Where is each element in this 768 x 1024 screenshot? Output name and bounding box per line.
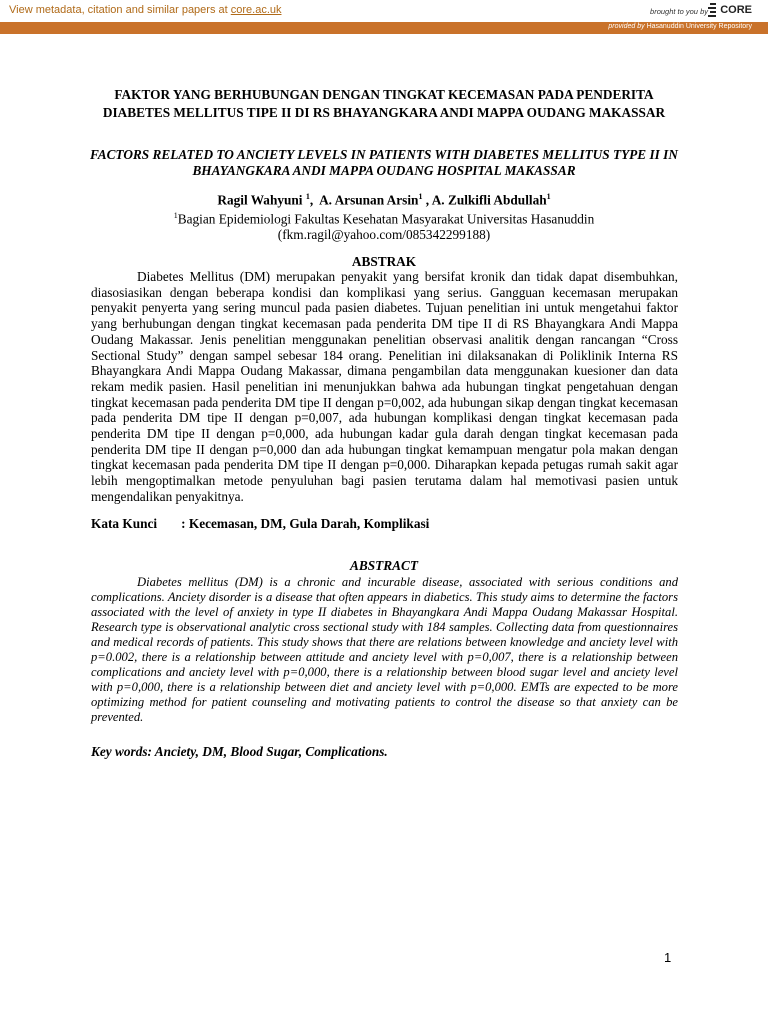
core-logo[interactable] bbox=[708, 3, 752, 17]
abstract-heading: ABSTRACT bbox=[350, 558, 418, 573]
core-link[interactable]: core.ac.uk bbox=[230, 4, 282, 16]
abstrak-text: Diabetes Mellitus (DM) merupakan penyakit yang bersifat kronik dan tidak dapat disembuhkan, diasosiasikan dengan beberapa kondisi dan komplikasi yang serius. Gangguan kecemasan merupakan penyakit penyerta yang sering muncul pada pasien diabetes. Tujuan penelitian ini untuk mengetahui faktor yang berhubungan dengan tingkat kecemasan pada penderita DM tipe II di RS Bhayangkara Andi Mappa Oudang Makassar. Jenis penelitian menggunakan penelitian observasi analitik dengan rancangan “Cross Sectional Study” dengan sampel sebesar 184 orang. Penelitian ini dilaksanakan di Poliklinik Interna RS Bhayangkara Andi Mappa Oudang Makassar, dimana pengambilan data menggunakan kuesioner dan data rekam medik pasien. Hasil penelitian ini menunjukkan bahwa ada hubungan tingkat pengetahuan dengan tingkat kecemasan pada penderita DM tipe II dengan p=0,002, ada hubungan sikap dengan tingkat kecemasan pada penderita DM tipe II dengan p=0,007, ada hubungan komplikasi dengan tingkat kecemasan pada penderita DM tipe II dengan p=0,000, ada hubungan kadar gula darah dengan tingkat kecemasan pada penderita DM tipe II dengan p=0,000 dan ada hubungan tingkat kemampuan mengatur pola makan dengan tingkat kecemasan pada penderita DM tipe II dengan p=0,000. Diharapkan kepada petugas rumah sakit agar lebih mengoptimalkan metode penyuluhan bagi pasien terutama dalam hal memotivasi pasien untuk mengendalikan penyakitnya. bbox=[91, 269, 678, 504]
affiliation-block bbox=[84, 208, 684, 243]
affiliation: Bagian Epidemiologi Fakultas Kesehatan Masyarakat Universitas Hasanuddin bbox=[177, 211, 595, 227]
title-english: FACTORS RELATED TO ANCIETY LEVELS IN PATIENTS WITH DIABETES MELLITUS TYPE II IN BHAYANGKARA ANDI MAPPA OUDANG HOSPITAL MAKASSAR bbox=[90, 147, 678, 178]
key-words: Key words: Anciety, DM, Blood Sugar, Complications. bbox=[91, 744, 388, 759]
abstrak-heading: ABSTRAK bbox=[351, 254, 417, 269]
kata-kunci-value: : Kecemasan, DM, Gula Darah, Komplikasi bbox=[181, 516, 430, 531]
kata-kunci-label: Kata Kunci bbox=[91, 516, 158, 531]
author-affiliation-mark: 1 bbox=[546, 192, 551, 201]
repository-name[interactable]: Hasanuddin University Repository bbox=[646, 23, 752, 30]
author-list: Ragil Wahyuni $^1$, A. Arsunan Arsin$^1$ , A. Zulkifli Abdullah$^1$ bbox=[217, 192, 551, 208]
abstract-text: Diabetes mellitus (DM) is a chronic and incurable disease, associated with serious conditions and complications. Anciety disorder is a disease that often appears in diabetics. This study aims to determine the factors associated with the level of anxiety in type II diabetes in Bhayangkara Andi Mappa Oudang Makassar Hospital. Research type is observational analytic cross sectional study with 184 samples. Collecting data from questionnaires and medical records of patients. This study shows that there are relations between knowledge and anciety level with p=0.002, there is a relationship between attitude and anciety level with p=0,007, there is a relationship between complications and anciety level with p=0,000, there is a relationship between blood sugar level and anciety level with p=0,000, there is a relationship between diet and anciety level with p=0,000. EMTs are expected to be more optimizing method for patient counseling and motivating patients to control the disease so that anxiety can be prevented. bbox=[91, 575, 678, 724]
core-logo-text: CORE bbox=[720, 4, 752, 16]
author-affiliation-mark: 1 bbox=[305, 192, 310, 201]
contact-info: (fkm.ragil@yahoo.com/085342299188) bbox=[277, 227, 491, 243]
provided-by-bar bbox=[0, 22, 768, 34]
page-number: 1 bbox=[664, 950, 672, 965]
provided-by-notice bbox=[608, 23, 752, 30]
provided-by-label: provided by bbox=[608, 23, 645, 30]
metadata-notice bbox=[9, 4, 282, 16]
affiliation-mark: 1 bbox=[173, 211, 178, 220]
core-banner bbox=[0, 0, 768, 23]
author-name: A. Zulkifli Abdullah bbox=[431, 192, 547, 208]
kata-kunci bbox=[91, 516, 429, 532]
core-logo-icon bbox=[708, 3, 718, 17]
brought-to-you-label: brought to you by bbox=[650, 7, 708, 16]
metadata-text: View metadata, citation and similar papers at bbox=[9, 4, 231, 16]
author-name: Ragil Wahyuni bbox=[217, 192, 303, 208]
title-indonesian: FAKTOR YANG BERHUBUNGAN DENGAN TINGKAT KECEMASAN PADA PENDERITA DIABETES MELLITUS TIPE II DI RS BHAYANGKARA ANDI MAPPA OUDANG MAKASSAR bbox=[102, 87, 666, 120]
author-name: A. Arsunan Arsin bbox=[319, 192, 419, 208]
author-affiliation-mark: 1 bbox=[418, 192, 423, 201]
